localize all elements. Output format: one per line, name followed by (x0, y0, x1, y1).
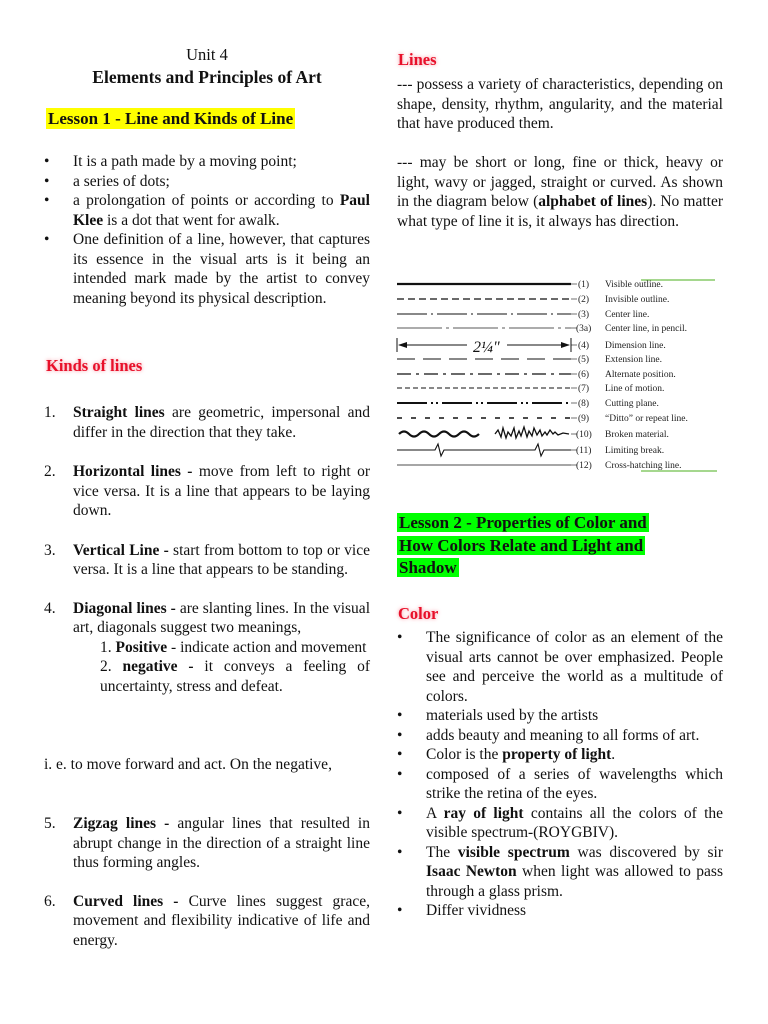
diagram-label: Visible outline. (605, 280, 664, 290)
diagram-label: Cutting plane. (605, 399, 659, 409)
list-item: • a prolongation of points or according to Paul Klee is a dot that went for awalk. (44, 192, 370, 229)
bullet-icon: • (397, 707, 403, 724)
kinds-heading: Kinds of lines (46, 356, 143, 375)
lines-paragraph-1: --- possess a variety of characteristics, depending on shape, density, rhythm, angularity, and the material that have produced them. (397, 76, 723, 132)
diagram-num: (4) (578, 341, 590, 351)
kinds-list-continued (44, 814, 370, 950)
list-item: 3. Vertical Line - start from bottom to top or vice versa. It is a line that appears to be standing. (44, 541, 370, 578)
diagram-num: (3a) (576, 324, 592, 334)
diagram-label: Cross-hatching line. (605, 461, 682, 471)
bullet-icon: • (397, 726, 403, 744)
bullet-icon: • (44, 153, 50, 170)
list-item: • composed of a series of wavelengths which strike the retina of the eyes. (397, 765, 723, 802)
list-item: • It is a path made by a moving point; (44, 153, 297, 170)
alphabet-of-lines-bold: alphabet of lines (538, 193, 648, 210)
list-item: • A ray of light contains all the colors of the visible spectrum-(ROYGBIV). (397, 804, 724, 841)
paul-klee-bold: Paul Klee (73, 192, 370, 229)
list-item: • One definition of a line, however, that captures its essence in the visual arts is it being an intended mark made by the artist to convey meaning beyond its physical description. (44, 231, 370, 307)
lesson2-heading (397, 512, 649, 580)
diagram-num: (2) (578, 295, 590, 305)
diagram-num: (9) (578, 414, 590, 424)
list-item: 1. Straight lines are geometric, impersonal and differ in the direction that they take. (44, 404, 370, 441)
diagram-label: Line of motion. (605, 384, 665, 394)
lesson2-title-line: Lesson 2 - Properties of Color and (399, 513, 647, 532)
lesson1-title: Lesson 1 - Line and Kinds of Line (48, 109, 294, 128)
diagonal-negative: 2. negative - it conveys a feeling of uncertainty, stress and defeat. (100, 658, 371, 695)
alphabet-of-lines-diagram (395, 272, 725, 478)
kinds-list (44, 403, 370, 696)
line-limiting-break (397, 444, 571, 456)
diagram-label: Limiting break. (605, 446, 665, 456)
lines-paragraph-2: --- may be short or long, fine or thick, heavy or light, wavy or jagged, straight or curved. As shown in the diagram below (alphabet of lines). No matter what type of line it is, it always has direction. (397, 154, 723, 230)
list-item: 5. Zigzag lines - angular lines that resulted in abrupt change in the direction of a straight line thus forming angles. (44, 815, 370, 871)
diagram-num: (11) (576, 446, 592, 456)
bullet-icon: • (44, 192, 50, 209)
diagram-num: (1) (578, 280, 590, 290)
lesson1-bullet-list (44, 152, 370, 308)
diagram-label: Alternate position. (605, 370, 676, 380)
bullet-icon: • (44, 231, 50, 248)
list-item: • adds beauty and meaning to all forms of art. (397, 726, 700, 744)
diagram-label: Dimension line. (605, 341, 666, 351)
list-item: • a series of dots; (44, 172, 170, 190)
bullet-icon: • (397, 804, 403, 822)
diagonal-note: i. e. to move forward and act. On the negative, (44, 756, 332, 773)
diagram-label: Center line. (605, 310, 650, 320)
diagram-label: Broken material. (605, 430, 669, 440)
color-bullet-list (397, 628, 723, 921)
diagram-label: Invisible outline. (605, 295, 670, 305)
list-item: 4. Diagonal lines - are slanting lines. In the visual art, diagonals suggest two meanings, 1. Positive - indicate action and movement 2. negative - it conveys a feeling of uncertainty, stress and defeat. (44, 599, 371, 695)
lesson2-title-line: How Colors Relate and Light and (399, 535, 644, 555)
bullet-icon: • (397, 902, 403, 919)
diagram-label: Extension line. (605, 355, 662, 365)
dimension-label: 2¼" (473, 339, 500, 356)
diagram-label: Center line, in pencil. (605, 324, 688, 334)
line-dimension (397, 338, 571, 356)
list-item: • Color is the property of light. (397, 746, 616, 763)
line-broken-material (399, 427, 569, 438)
unit-title: Unit 4 (186, 45, 228, 64)
diagram-num: (8) (578, 399, 590, 409)
diagram-num: (3) (578, 310, 590, 320)
diagram-num: (5) (578, 355, 590, 365)
diagram-num: (10) (576, 430, 592, 440)
diagram-num: (6) (578, 370, 590, 380)
lesson1-heading (46, 109, 295, 129)
diagonal-positive: 1. Positive - indicate action and movement (100, 638, 367, 656)
diagram-label: “Ditto” or repeat line. (605, 414, 688, 424)
lesson2-title-line: Shadow (399, 558, 457, 577)
lines-heading: Lines (398, 50, 437, 69)
color-heading: Color (398, 604, 439, 623)
list-item: 2. Horizontal lines - move from left to right or vice versa. It is a line that appears to be laying down. (44, 463, 370, 519)
bullet-icon: • (397, 746, 403, 763)
list-item: • The visible spectrum was discovered by sir Isaac Newton when light was allowed to pass through a glass prism. (397, 843, 723, 900)
diagram-num: (12) (576, 461, 592, 471)
diagram-num: (7) (578, 384, 590, 394)
list-item: 6. Curved lines - Curve lines suggest grace, movement and flexibility indicative of life and energy. (44, 892, 370, 949)
list-item: • Differ vividness (397, 902, 527, 919)
bullet-icon: • (397, 843, 403, 861)
bullet-icon: • (397, 629, 403, 646)
unit-subtitle: Elements and Principles of Art (92, 67, 322, 87)
bullet-icon: • (44, 172, 50, 190)
list-item: • materials used by the artists (397, 707, 599, 724)
list-item: • The significance of color as an element of the visual arts cannot be over emphasized. People see and perceive the world as a multitude of colors. (397, 629, 723, 705)
bullet-icon: • (397, 765, 403, 783)
